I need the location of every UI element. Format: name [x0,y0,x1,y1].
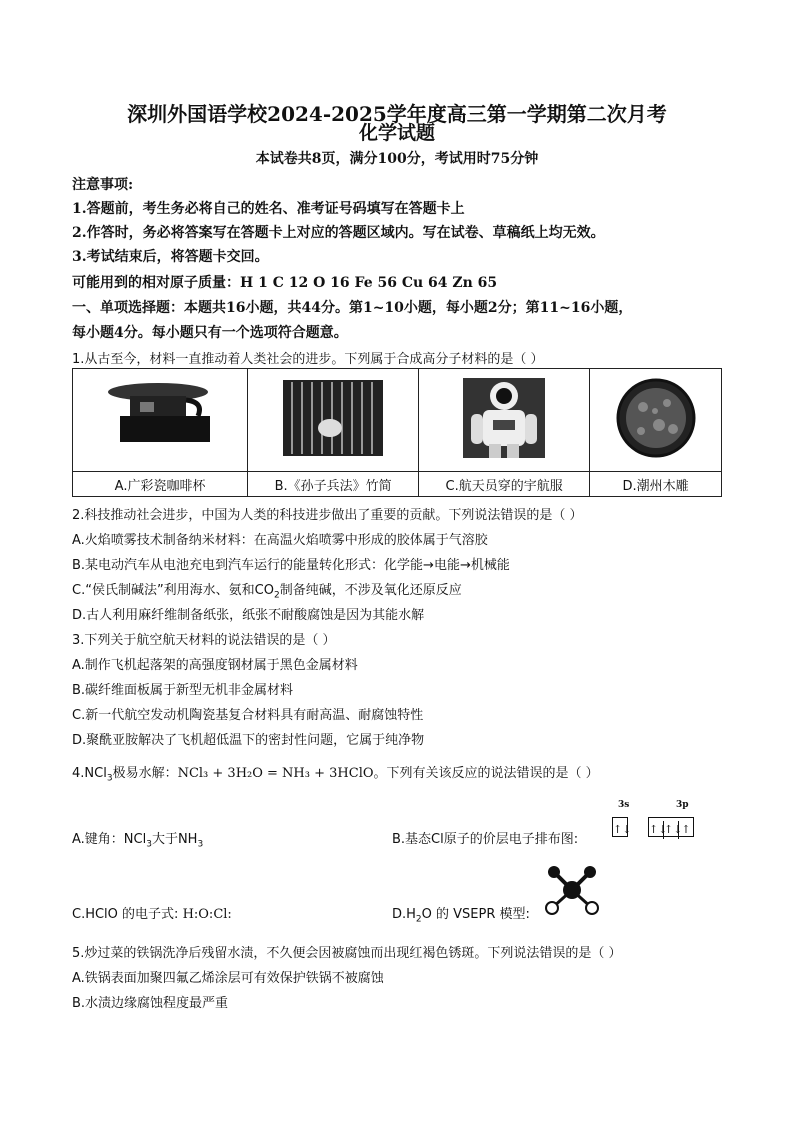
spacesuit-image [459,376,549,460]
question-2-option-a: A.火焰喷雾技术制备纳米材料：在高温火焰喷雾中形成的胶体属于气溶胶 [72,533,488,548]
section-heading-cont: 每小题4分。每小题只有一个选项符合题意。 [72,325,348,341]
atomic-mass-line: 可能用到的相对原子质量：H 1 C 12 O 16 Fe 56 Cu 64 Zn 65 [72,275,498,291]
question-2-stem: 2.科技推动社会进步，中国为人类的科技进步做出了重要的贡献。下列说法错误的是（ ） [72,508,583,523]
question-4-option-c [72,903,232,922]
subscript: 3 [106,773,113,784]
question-4-stem [72,762,599,784]
question-4-option-d [392,903,530,925]
stem-text: 4.NCl [72,766,107,781]
option-d-image-cell [590,369,722,472]
question-3-option-d: D.聚酰亚胺解决了飞机超低温下的密封性问题，它属于纯净物 [72,733,425,748]
note-item: 1.答题前，考生务必将自己的姓名、准考证号码填写在答题卡上 [72,201,465,217]
question-2-option-b: B.某电动汽车从电池充电到汽车运行的能量转化形式：化学能→电能→机械能 [72,558,510,573]
note-item: 3.考试结束后，将答题卡交回。 [72,249,269,265]
subscript: 2 [415,914,422,925]
question-1-options-table [72,368,722,497]
question-2-option-d: D.古人利用麻纤维制备纸张，纸张不耐酸腐蚀是因为其能水解 [72,608,425,623]
section-heading: 一、单项选择题：本题共16小题，共44分。第1~10小题，每小题2分；第11~16小题， [72,300,633,316]
question-3-option-c: C.新一代航空发动机陶瓷基复合材料具有耐高温、耐腐蚀特性 [72,708,424,723]
subscript: 3 [197,839,204,850]
vsepr-model-icon [540,862,604,918]
option-b-caption: B.《孙子兵法》竹简 [248,472,419,497]
question-5-stem: 5.炒过菜的铁锅洗净后残留水渍，不久便会因被腐蚀而出现红褐色锈斑。下列说法错误的是（ ） [72,946,622,961]
orbital-3p-label: 3p [676,800,689,810]
option-text: O 的 VSEPR 模型: [421,907,530,922]
stem-text: 极易水解： [112,766,178,781]
wood-carving-image [611,373,701,463]
subscript: 3 [146,839,152,850]
question-5-option-a: A.铁锅表面加聚四氟乙烯涂层可有效保护铁锅不被腐蚀 [72,971,384,986]
question-4-option-a [72,828,203,850]
note-item: 2.作答时，务必将答案写在答题卡上对应的答题区域内。写在试卷、草稿纸上均无效。 [72,225,605,241]
question-4-option-b: B.基态Cl原子的价层电子排布图: [392,832,579,847]
question-3-stem: 3.下列关于航空航天材料的说法错误的是（ ） [72,633,336,648]
option-c-caption: C.航天员穿的宇航服 [419,472,590,497]
stem-text: 。下列有关该反应的说法错误的是（ ） [373,766,599,781]
question-1-stem: 1.从古至今，材料一直推动着人类社会的进步。下列属于合成高分子材料的是（ ） [72,352,544,367]
question-2-option-c [72,579,462,601]
option-text: D.H [392,907,416,922]
electron-formula: H:O:Cl: [182,907,232,922]
option-b-image-cell [248,369,419,472]
exam-info: 本试卷共8页，满分100分，考试用时75分钟 [255,151,539,167]
subscript: 2 [274,590,280,601]
exam-title: 深圳外国语学校2024-2025学年度高三第一学期第二次月考 [127,102,667,126]
question-3-option-a: A.制作飞机起落架的高强度钢材属于黑色金属材料 [72,658,358,673]
option-text: C.HClO 的电子式: [72,907,179,922]
notes-heading: 注意事项: [72,177,134,193]
option-text: A.键角：NCl [72,832,147,847]
orbital-3s-label: 3s [618,800,630,810]
orbital-cell: ↑↓ [649,821,664,839]
option-a-image-cell [73,369,248,472]
orbital-3p-box [648,816,694,837]
option-d-caption: D.潮州木雕 [590,472,722,497]
subject-title: 化学试题 [358,122,435,144]
bamboo-slips-image [278,378,388,458]
orbital-cell: ↑↓ [664,821,679,839]
orbital-cell: ↑↓ [613,822,632,836]
option-text: 大于NH [151,832,198,847]
question-5-option-b: B.水渍边缘腐蚀程度最严重 [72,996,229,1011]
option-c-image-cell [419,369,590,472]
orbital-3s-box [612,816,632,837]
option-a-caption: A.广彩瓷咖啡杯 [73,472,248,497]
orbital-cell: ↑ [681,822,691,836]
option-text: 制备纯碱，不涉及氧化还原反应 [279,583,462,598]
equation: NCl₃ + 3H₂O = NH₃ + 3HClO [177,766,374,781]
question-3-option-b: B.碳纤维面板属于新型无机非金属材料 [72,683,294,698]
option-text: C.“侯氏制碱法”利用海水、氨和CO [72,583,274,598]
coffee-cup-image [100,378,220,458]
